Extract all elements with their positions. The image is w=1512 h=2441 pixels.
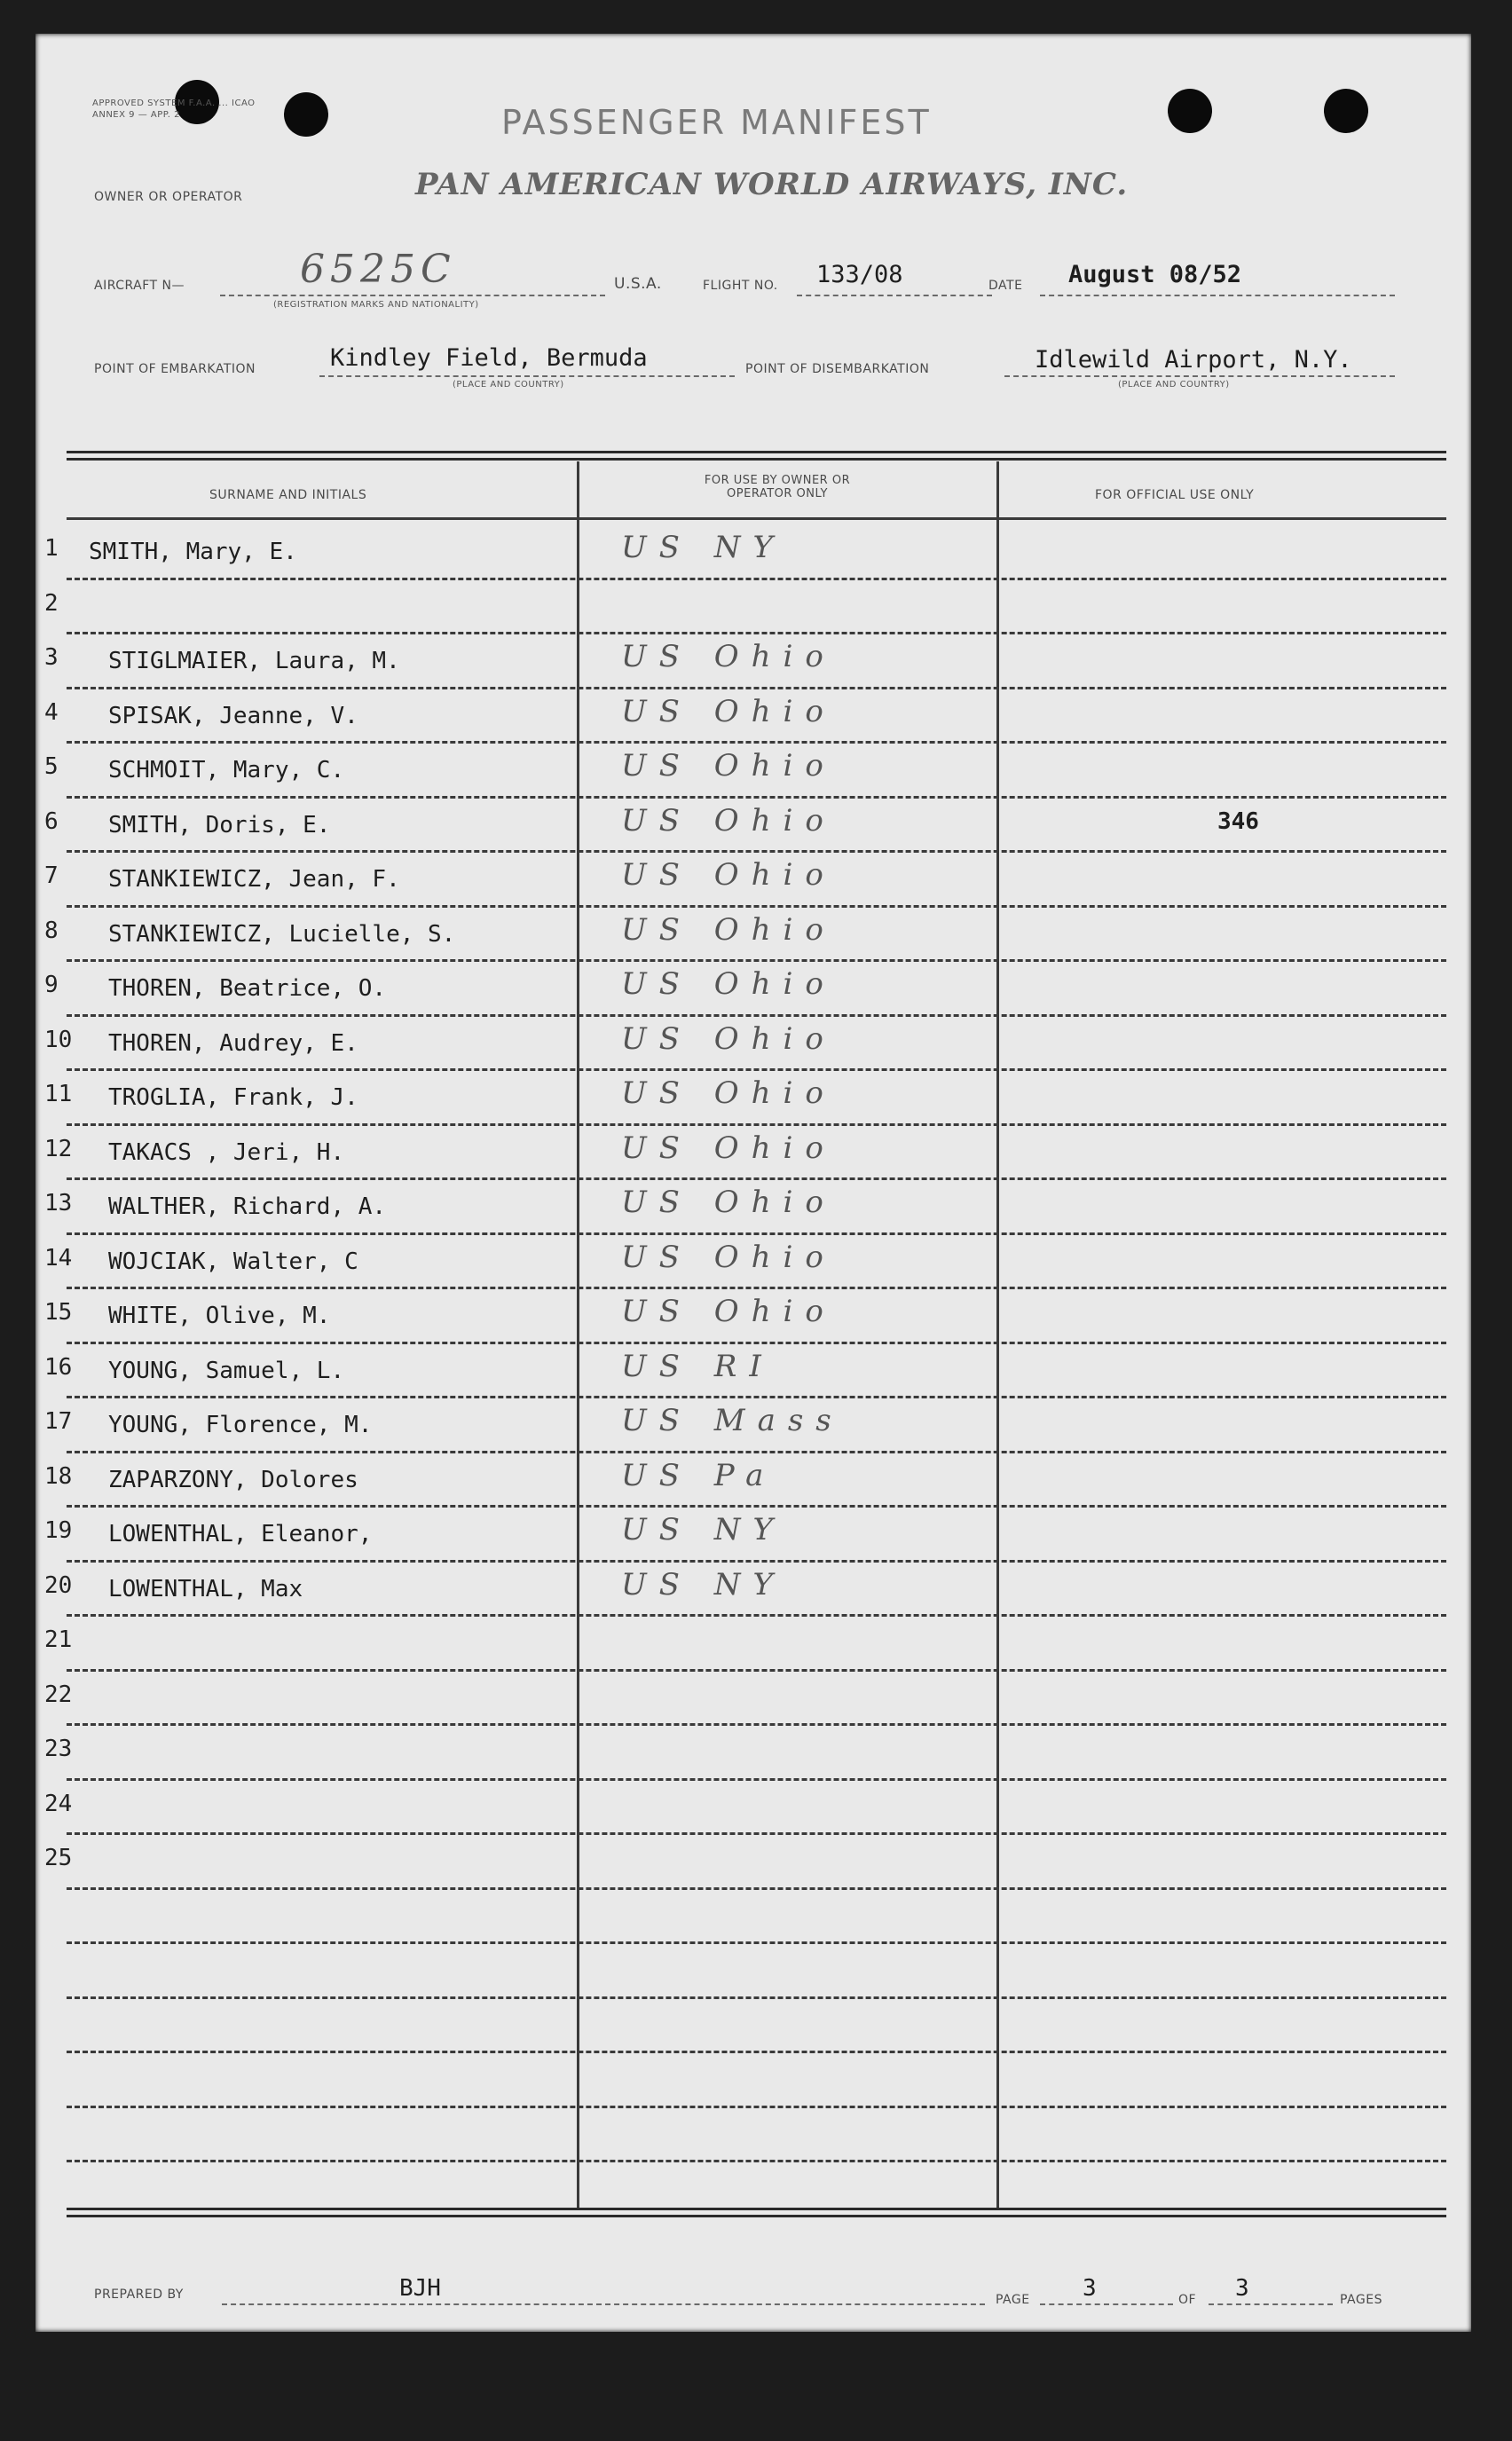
row-rule (67, 1778, 1446, 1781)
row-number: 24 (44, 1790, 73, 1817)
header-bottom-rule (67, 517, 1446, 520)
row-number: 23 (44, 1736, 73, 1762)
passenger-name: SMITH, Doris, E. (108, 811, 331, 839)
operator-note: US Ohio (621, 1239, 836, 1275)
disembark-value: Idlewild Airport, N.Y. (1035, 346, 1352, 374)
operator-note: US Ohio (621, 639, 836, 674)
disembark-caption: (PLACE AND COUNTRY) (1118, 380, 1230, 390)
operator-note: US Ohio (621, 693, 836, 729)
embark-value: Kindley Field, Bermuda (330, 344, 648, 372)
passenger-name: YOUNG, Samuel, L. (108, 1357, 345, 1384)
page-value: 3 (1083, 2275, 1097, 2302)
embark-caption: (PLACE AND COUNTRY) (453, 380, 564, 390)
punch-hole-3 (1168, 89, 1212, 133)
row-rule (67, 1177, 1446, 1180)
operator-note: US Ohio (621, 1075, 836, 1111)
passenger-name: SPISAK, Jeanne, V. (108, 702, 358, 729)
punch-hole-2 (284, 92, 328, 137)
passenger-name: THOREN, Beatrice, O. (108, 975, 387, 1002)
row-rule (67, 687, 1446, 689)
pages-label: PAGES (1340, 2293, 1382, 2307)
passenger-name: LOWENTHAL, Max (108, 1575, 303, 1602)
passenger-name: WALTHER, Richard, A. (108, 1193, 387, 1220)
row-number: 17 (44, 1408, 73, 1435)
passenger-name: TROGLIA, Frank, J. (108, 1084, 358, 1111)
row-number: 12 (44, 1135, 73, 1162)
operator-note: US Mass (621, 1403, 844, 1438)
row-number: 14 (44, 1244, 73, 1272)
row-rule (67, 1560, 1446, 1563)
aircraft-label: AIRCRAFT N— (94, 279, 185, 293)
aircraft-caption: (REGISTRATION MARKS AND NATIONALITY) (273, 300, 479, 310)
passenger-name: LOWENTHAL, Eleanor, (108, 1521, 373, 1547)
row-number: 6 (44, 807, 59, 835)
row-rule (67, 578, 1446, 580)
row-number: 2 (44, 589, 59, 617)
row-rule (67, 632, 1446, 634)
row-rule (67, 1232, 1446, 1235)
operator-note: US RI (621, 1348, 774, 1384)
row-number: 15 (44, 1299, 73, 1326)
row-number: 18 (44, 1462, 73, 1490)
row-rule (67, 1669, 1446, 1672)
row-rule (67, 2051, 1446, 2053)
usa-label: U.S.A. (614, 275, 662, 293)
date-label: DATE (988, 279, 1023, 293)
of-label: OF (1178, 2293, 1197, 2307)
operator-note: US NY (621, 1566, 785, 1602)
operator-note: US Ohio (621, 748, 836, 783)
row-rule (67, 1014, 1446, 1017)
operator-note: US NY (621, 1512, 785, 1547)
owner-value: PAN AMERICAN WORLD AIRWAYS, INC. (415, 167, 1129, 202)
official-note: 346 (1217, 807, 1259, 835)
row-rule (67, 1505, 1446, 1508)
row-rule (67, 1941, 1446, 1944)
col-header-official: FOR OFFICIAL USE ONLY (1095, 488, 1255, 502)
manifest-page (35, 34, 1471, 2332)
passenger-name: WHITE, Olive, M. (108, 1303, 331, 1329)
table-bottom-rule (67, 2208, 1446, 2210)
operator-note: US Ohio (621, 1130, 836, 1166)
operator-note: US NY (621, 530, 785, 565)
disembark-label: POINT OF DISEMBARKATION (745, 362, 930, 376)
row-rule (67, 1451, 1446, 1453)
row-rule (67, 1068, 1446, 1071)
row-rule (67, 1396, 1446, 1398)
passenger-name: TAKACS , Jeri, H. (108, 1138, 345, 1166)
punch-hole-4 (1324, 89, 1368, 133)
row-number: 11 (44, 1081, 73, 1107)
col-header-surname: SURNAME AND INITIALS (209, 488, 367, 502)
row-number: 1 (44, 535, 59, 562)
row-number: 7 (44, 862, 59, 889)
row-rule (67, 1287, 1446, 1289)
row-rule (67, 796, 1446, 799)
row-rule (67, 1723, 1446, 1726)
passenger-name: WOJCIAK, Walter, C (108, 1248, 358, 1275)
row-number: 25 (44, 1845, 73, 1871)
row-number: 4 (44, 698, 59, 726)
row-number: 3 (44, 644, 59, 671)
passenger-name: STANKIEWICZ, Lucielle, S. (108, 920, 456, 948)
row-rule (67, 1996, 1446, 1999)
row-rule (67, 2106, 1446, 2108)
row-number: 19 (44, 1517, 73, 1544)
table-top-rule (67, 451, 1446, 453)
row-number: 10 (44, 1026, 73, 1053)
flight-value: 133/08 (816, 261, 903, 288)
row-number: 21 (44, 1626, 73, 1653)
row-rule (67, 741, 1446, 744)
form-title: PASSENGER MANIFEST (501, 103, 932, 142)
passenger-name: STIGLMAIER, Laura, M. (108, 648, 400, 674)
operator-note: US Ohio (621, 857, 836, 893)
operator-note: US Ohio (621, 802, 836, 839)
row-rule (67, 1342, 1446, 1344)
flight-label: FLIGHT NO. (703, 279, 778, 293)
owner-label: OWNER OR OPERATOR (94, 190, 243, 204)
row-rule (67, 1832, 1446, 1835)
operator-note: US Pa (621, 1457, 776, 1493)
row-number: 20 (44, 1571, 73, 1599)
passenger-name: ZAPARZONY, Dolores (108, 1466, 358, 1493)
operator-note: US Ohio (621, 1020, 836, 1057)
prepared-label: PREPARED BY (94, 2287, 184, 2302)
passenger-name: STANKIEWICZ, Jean, F. (108, 866, 400, 893)
passenger-name: SCHMOIT, Mary, C. (108, 757, 345, 783)
passenger-name: THOREN, Audrey, E. (108, 1029, 358, 1057)
row-number: 16 (44, 1353, 73, 1381)
page-label: PAGE (996, 2293, 1030, 2307)
row-rule (67, 1123, 1446, 1126)
row-number: 22 (44, 1681, 73, 1708)
date-value: August 08/52 (1068, 261, 1242, 288)
embark-label: POINT OF EMBARKATION (94, 362, 256, 376)
column-divider-2 (996, 461, 999, 2208)
of-value: 3 (1235, 2275, 1249, 2302)
row-rule (67, 1887, 1446, 1890)
row-rule (67, 2160, 1446, 2162)
row-rule (67, 850, 1446, 853)
operator-note: US Ohio (621, 1185, 836, 1220)
column-divider-1 (577, 461, 579, 2208)
row-number: 13 (44, 1190, 73, 1217)
row-number: 9 (44, 972, 59, 998)
row-number: 5 (44, 753, 59, 780)
prepared-value: BJH (399, 2275, 441, 2302)
row-number: 8 (44, 917, 59, 944)
operator-note: US Ohio (621, 966, 836, 1002)
row-rule (67, 905, 1446, 908)
row-rule (67, 1614, 1446, 1617)
row-rule (67, 959, 1446, 962)
approval-stamp-text: APPROVED SYSTEM F.A.A. ... ICAO ANNEX 9 — APP. 2 (92, 98, 256, 120)
col-header-operator: FOR USE BY OWNER OR OPERATOR ONLY (704, 474, 851, 500)
passenger-name: SMITH, Mary, E. (89, 539, 297, 565)
passenger-name: YOUNG, Florence, M. (108, 1412, 373, 1438)
aircraft-value: 6525C (300, 247, 456, 292)
operator-note: US Ohio (621, 1294, 836, 1329)
operator-note: US Ohio (621, 911, 836, 948)
